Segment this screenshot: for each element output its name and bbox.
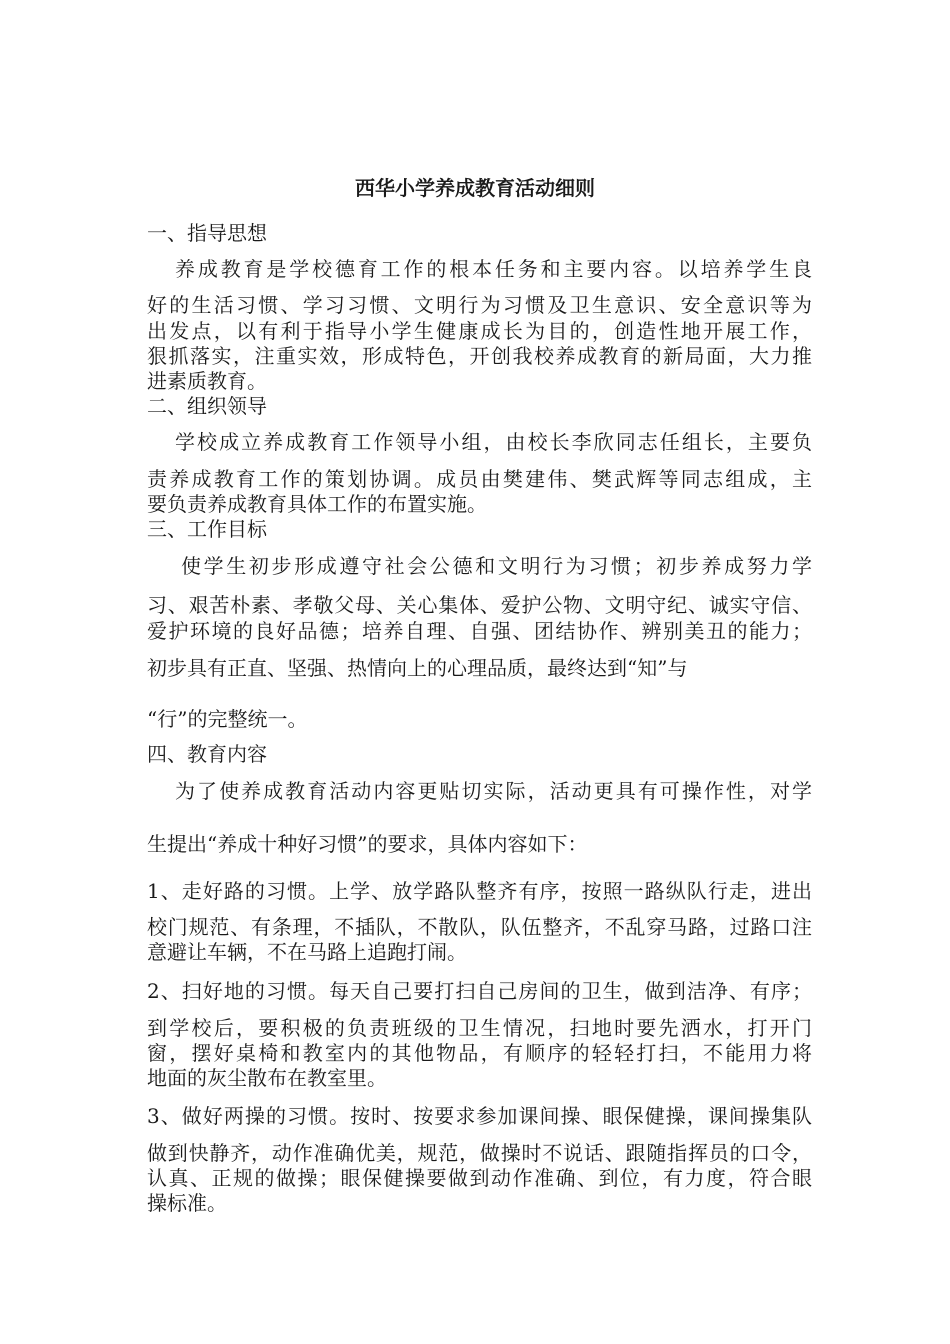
paragraph-line: 狠抓落实，注重实效，形成特色，开创我校养成教育的新局面，大力推 [147,344,812,368]
paragraph-line: 生提出“养成十种好习惯”的要求，具体内容如下： [147,832,588,856]
paragraph-line: 养成教育是学校德育工作的根本任务和主要内容。以培养学生良 [175,257,812,281]
paragraph-line: 认真、正规的做操；眼保健操要做到动作准确、到位，有力度，符合眼 [147,1166,812,1190]
paragraph-line: 做到快静齐，动作准确优美，规范，做操时不说话、跟随指挥员的口令， [147,1141,812,1165]
paragraph-line: 进素质教育。 [147,369,267,393]
section-heading-organization: 二、组织领导 [147,394,267,418]
paragraph-line: 学校成立养成教育工作领导小组，由校长李欣同志任组长，主要负 [175,430,812,454]
paragraph-line: 为了使养成教育活动内容更贴切实际，活动更具有可操作性，对学 [175,779,812,803]
paragraph-line: “行”的完整统一。 [147,707,308,731]
paragraph-line: 使学生初步形成遵守社会公德和文明行为习惯；初步养成努力学 [181,554,812,578]
section-heading-goals: 三、工作目标 [147,517,267,541]
section-heading-content: 四、教育内容 [147,742,267,766]
paragraph-line: 习、艰苦朴素、孝敬父母、关心集体、爱护公物、文明守纪、诚实守信、 [147,593,812,617]
paragraph-line: 好的生活习惯、学习习惯、文明行为习惯及卫生意识、安全意识等为 [147,293,812,317]
paragraph-line: 出发点，以有利于指导小学生健康成长为目的，创造性地开展工作， [147,319,812,343]
paragraph-line: 操标准。 [147,1191,227,1215]
habit-item-2: 2、扫好地的习惯。每天自己要打扫自己房间的卫生，做到洁净、有序； [147,979,812,1003]
habit-item-1: 1、走好路的习惯。上学、放学路队整齐有序，按照一路纵队行走，进出 [147,879,812,903]
paragraph-line: 初步具有正直、坚强、热情向上的心理品质，最终达到“知”与 [147,656,688,680]
paragraph-line: 意避让车辆，不在马路上追跑打闹。 [147,940,467,964]
paragraph-line: 责养成教育工作的策划协调。成员由樊建伟、樊武辉等同志组成，主 [147,467,812,491]
paragraph-line: 校门规范、有条理，不插队，不散队，队伍整齐，不乱穿马路，过路口注 [147,915,812,939]
paragraph-line: 到学校后，要积极的负责班级的卫生情况，扫地时要先洒水，打开门 [147,1016,812,1040]
section-heading-guiding-ideology: 一、指导思想 [147,221,267,245]
document-title: 西华小学养成教育活动细则 [355,176,595,200]
habit-item-3: 3、做好两操的习惯。按时、按要求参加课间操、眼保健操，课间操集队 [147,1104,812,1128]
paragraph-line: 窗，摆好桌椅和教室内的其他物品，有顺序的轻轻打扫，不能用力将 [147,1041,812,1065]
paragraph-line: 要负责养成教育具体工作的布置实施。 [147,492,487,516]
paragraph-line: 地面的灰尘散布在教室里。 [147,1066,387,1090]
paragraph-line: 爱护环境的良好品德；培养自理、自强、团结协作、辨别美丑的能力； [147,619,812,643]
